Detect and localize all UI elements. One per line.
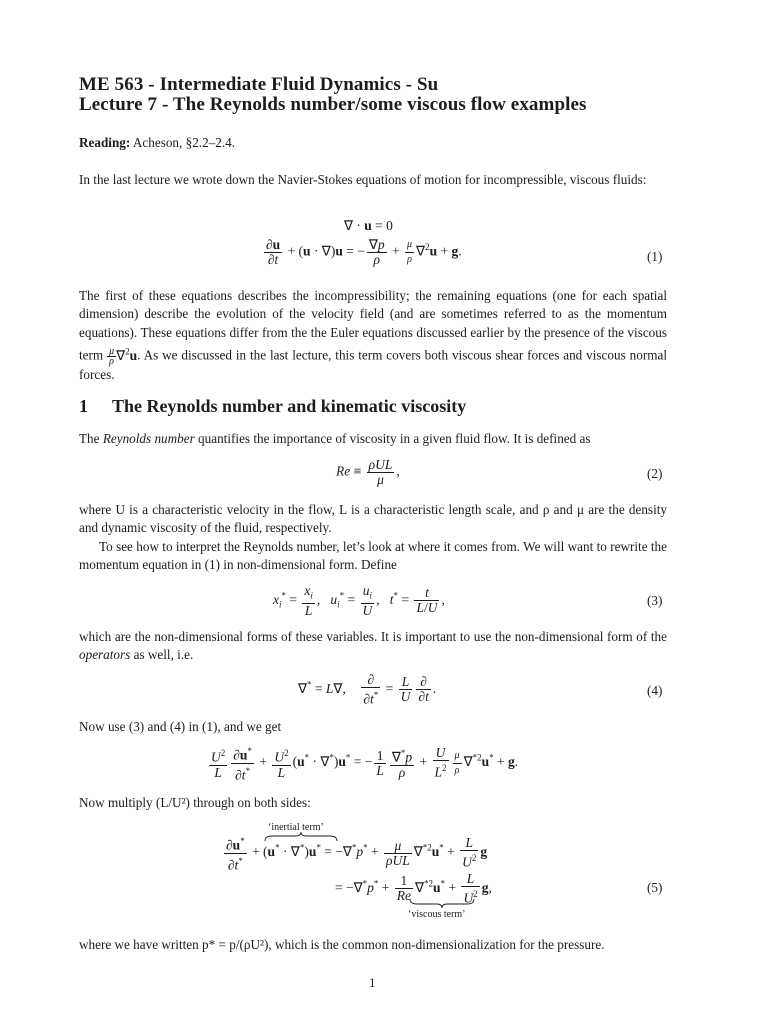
expanded-momentum-equation: $\frac{U^2}{L}$ $\frac{\partial u^*}{\partial t^*}$ + $\frac{U^2}{L}$ (u* · ∇*)u* = − $\frac{1}{L}$ $\frac{\nabla^*p}{\rho}$ + $\frac{U}{L^2}$ $\frac{\mu}{\rho}$ ∇$^{*2}$u* + g. bbox=[211, 745, 519, 782]
reynolds-definition-paragraph bbox=[79, 430, 667, 448]
reynolds-form-equation: = −∇*p* + $\frac{1}{Re}$ ∇$^{*2}$u* + $\frac{L}{U^2}$ g, bbox=[335, 871, 492, 906]
viscous-term-label: ‘viscous term’ bbox=[408, 909, 466, 920]
first-para-text-a: The first of these equations describes the incompressibility; the remaining equations (one for each spatial dimension) describe the evolution of the velocity field (and are sometimes referred to as the momentum equations). These equations differ from the the Euler equations discussed earlier by the presence of the viscous term bbox=[79, 288, 667, 363]
re-text-b: quantifies the importance of viscosity in a given fluid flow. It is defined as bbox=[194, 431, 591, 446]
section-number: 1 bbox=[79, 396, 88, 416]
interpret-paragraph: To see how to interpret the Reynolds number, let’s look at where it comes from. We will want to rewrite the momentum equation in (1) in non-dimensional form. Define bbox=[79, 539, 667, 573]
now-use-paragraph: Now use (3) and (4) in (1), and we get bbox=[79, 719, 282, 734]
nondim-variables-equation: $x_i^*$ = $\frac{x_i}{L}$ , $u_i^*$ = $\frac{u_i}{U}$ , t* = $\frac{t}{L/U}$ , bbox=[273, 583, 445, 618]
equation-number-3: (3) bbox=[647, 593, 663, 608]
first-para-text-b: . As we discussed in the last lecture, this term covers both viscous shear forces and viscous normal forces. bbox=[79, 347, 667, 383]
re-text-em: Reynolds number bbox=[102, 431, 195, 446]
page-number: 1 bbox=[369, 975, 376, 990]
re-text-a: The bbox=[79, 431, 103, 446]
equation-number-2: (2) bbox=[647, 466, 663, 481]
multiply-paragraph: Now multiply (L/U²) through on both sides: bbox=[79, 795, 311, 810]
nondim-text-a: which are the non-dimensional forms of these variables. It is important to use the non-dimensional form of the bbox=[79, 629, 667, 644]
page-title-line1: ME 563 - Intermediate Fluid Dynamics - Su bbox=[79, 74, 439, 95]
reading-label: Reading: bbox=[79, 135, 131, 150]
section-title: The Reynolds number and kinematic viscosity bbox=[112, 396, 467, 416]
page-title-line2: Lecture 7 - The Reynolds number/some viscous flow examples bbox=[79, 94, 587, 115]
nondim-text-em: operators bbox=[79, 647, 131, 663]
where-u-paragraph: where U is a characteristic velocity in the flow, L is a characteristic length scale, and ρ and μ are the density and dynamic viscosity of the fluid, respectively. bbox=[79, 502, 667, 536]
nondim-text-b: as well, i.e. bbox=[130, 647, 194, 663]
intro-paragraph: In the last lecture we wrote down the Navier-Stokes equations of motion for incompressible, viscous fluids: bbox=[79, 172, 647, 187]
equation-number-5: (5) bbox=[647, 880, 663, 895]
nondim-operators-equation: ∇* = L∇, $\frac{\partial}{\partial t^*}$ = $\frac{L}{U}$ $\frac{\partial}{\partial t}$ . bbox=[298, 672, 437, 707]
nondim-momentum-equation: $\frac{\partial u^*}{\partial t^*}$ + (u* · ∇*)u* = −∇*p* + $\frac{\mu}{\text{ρUL}}$ ∇$^{*2}$u* + $\frac{L}{U^2}$ g bbox=[226, 835, 488, 872]
first-equations-paragraph bbox=[79, 287, 667, 385]
equation-number-1: (1) bbox=[647, 249, 663, 264]
reading-text: Acheson, §2.2–2.4. bbox=[132, 135, 236, 150]
continuity-equation: ∇ · u = 0 bbox=[344, 218, 393, 233]
inertial-term-label: ‘inertial term’ bbox=[268, 822, 324, 833]
equation-number-4: (4) bbox=[647, 683, 663, 698]
viscous-brace bbox=[409, 898, 475, 908]
viscous-term-inline: $\frac{\mu}{\rho}$ ∇$^2$u bbox=[109, 346, 138, 368]
section-1-heading bbox=[79, 396, 466, 417]
momentum-equation: $\frac{\partial u}{\partial t}$ + (u · ∇)u = − $\frac{\nabla p}{\rho}$ + $\frac{\mu}{\rho}$ ∇$^2$u + g. bbox=[266, 237, 462, 267]
nondim-paragraph bbox=[79, 628, 667, 665]
pressure-paragraph: where we have written p* = p/(ρU²), which is the common non-dimensionalization for the pressure. bbox=[79, 937, 605, 952]
reynolds-equation: Re ≡ $\frac{\text{ρUL}}{\mu}$ , bbox=[336, 457, 400, 487]
reading-line bbox=[79, 134, 667, 152]
